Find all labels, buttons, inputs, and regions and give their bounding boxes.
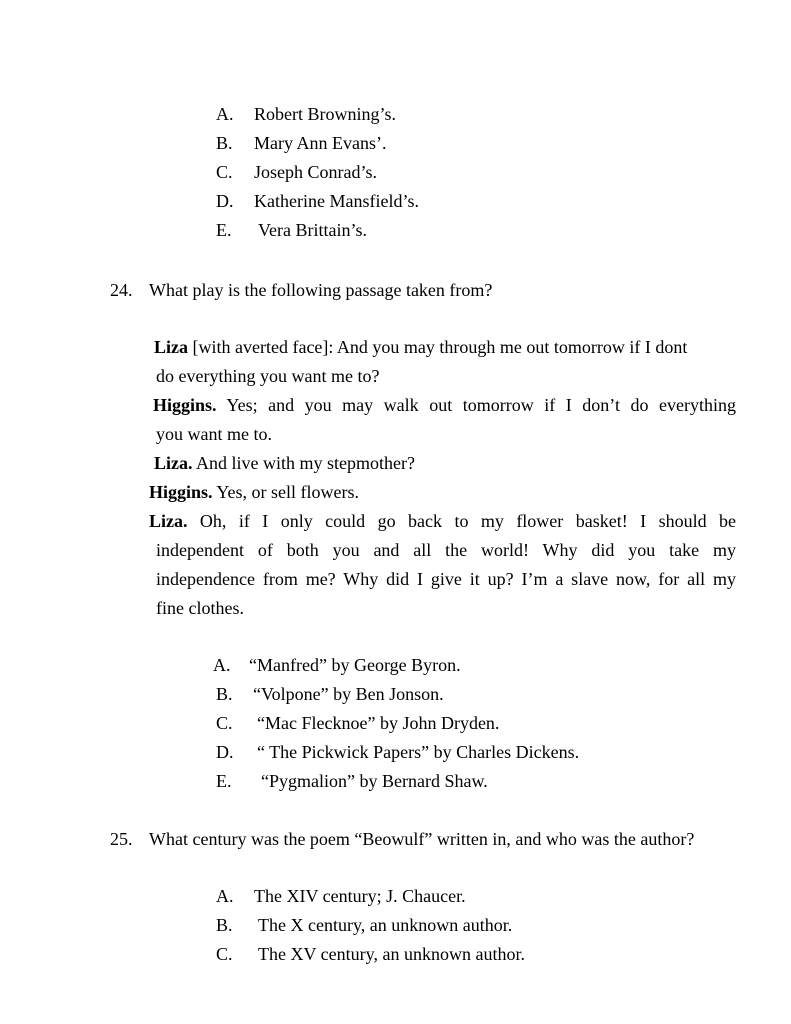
option-text: The XV century, an unknown author.: [258, 944, 525, 964]
speaker-name: Higgins.: [149, 482, 213, 502]
option-text: The X century, an unknown author.: [258, 915, 513, 935]
q25-option-b: [216, 915, 513, 936]
passage-text: [with averted face]: And you may through me out tomorrow if I dont: [188, 337, 688, 357]
q24-option-d: [216, 742, 580, 763]
q24-option-a: [213, 655, 461, 676]
q24-number: 24.: [110, 280, 133, 300]
q23-option-a: [216, 104, 396, 125]
option-text: Katherine Mansfield’s.: [254, 191, 419, 211]
option-text: Mary Ann Evans’.: [254, 133, 387, 153]
q25-number: 25.: [110, 829, 133, 849]
speaker-name: Liza.: [149, 511, 188, 531]
option-text: “Mac Flecknoe” by John Dryden.: [257, 713, 500, 733]
speaker-name: Liza.: [154, 453, 193, 473]
passage-line: do everything you want me to?: [156, 366, 380, 386]
option-text: “Manfred” by George Byron.: [249, 655, 461, 675]
passage-line: [153, 395, 736, 416]
option-letter: B.: [216, 915, 233, 935]
q23-option-b: [216, 133, 387, 154]
passage-line: fine clothes.: [156, 598, 244, 618]
passage-line: [154, 453, 415, 474]
passage-text: Yes; and you may walk out tomorrow if I don’t do everything: [216, 395, 736, 415]
option-text: “ The Pickwick Papers” by Charles Dickens.: [257, 742, 580, 762]
passage-line: you want me to.: [156, 424, 272, 444]
passage-text: And live with my stepmother?: [192, 453, 415, 473]
passage-line: [149, 511, 736, 532]
passage-text: Oh, if I only could go back to my flower basket! I should be: [187, 511, 736, 531]
option-letter: A.: [216, 104, 234, 124]
option-letter: D.: [216, 191, 234, 211]
option-text: Joseph Conrad’s.: [254, 162, 377, 182]
option-letter: C.: [216, 944, 233, 964]
passage-line: [154, 337, 687, 358]
option-letter: A.: [216, 886, 234, 906]
q23-option-c: [216, 162, 377, 183]
passage-line: independence from me? Why did I give it up? I’m a slave now, for all my: [156, 569, 736, 589]
q23-option-d: [216, 191, 419, 212]
passage-line: independent of both you and all the world! Why did you take my: [156, 540, 736, 560]
option-letter: E.: [216, 771, 232, 791]
option-letter: E.: [216, 220, 232, 240]
q24-question: What play is the following passage taken from?: [149, 280, 493, 300]
option-letter: B.: [216, 684, 233, 704]
q23-option-e: [216, 220, 367, 241]
option-letter: C.: [216, 713, 233, 733]
q25-question: What century was the poem “Beowulf” written in, and who was the author?: [149, 829, 695, 849]
option-letter: A.: [213, 655, 231, 675]
option-letter: B.: [216, 133, 233, 153]
q25-option-a: [216, 886, 466, 907]
speaker-name: Higgins.: [153, 395, 217, 415]
passage-line: [149, 482, 359, 503]
q25-option-c: [216, 944, 525, 965]
option-letter: D.: [216, 742, 234, 762]
option-text: Robert Browning’s.: [254, 104, 396, 124]
q24-option-e: [216, 771, 488, 792]
q24-option-b: [216, 684, 444, 705]
option-text: “Pygmalion” by Bernard Shaw.: [261, 771, 488, 791]
option-text: Vera Brittain’s.: [258, 220, 367, 240]
passage-text: Yes, or sell flowers.: [212, 482, 360, 502]
option-letter: C.: [216, 162, 233, 182]
speaker-name: Liza: [154, 337, 188, 357]
option-text: “Volpone” by Ben Jonson.: [253, 684, 444, 704]
option-text: The XIV century; J. Chaucer.: [254, 886, 466, 906]
q24-option-c: [216, 713, 500, 734]
